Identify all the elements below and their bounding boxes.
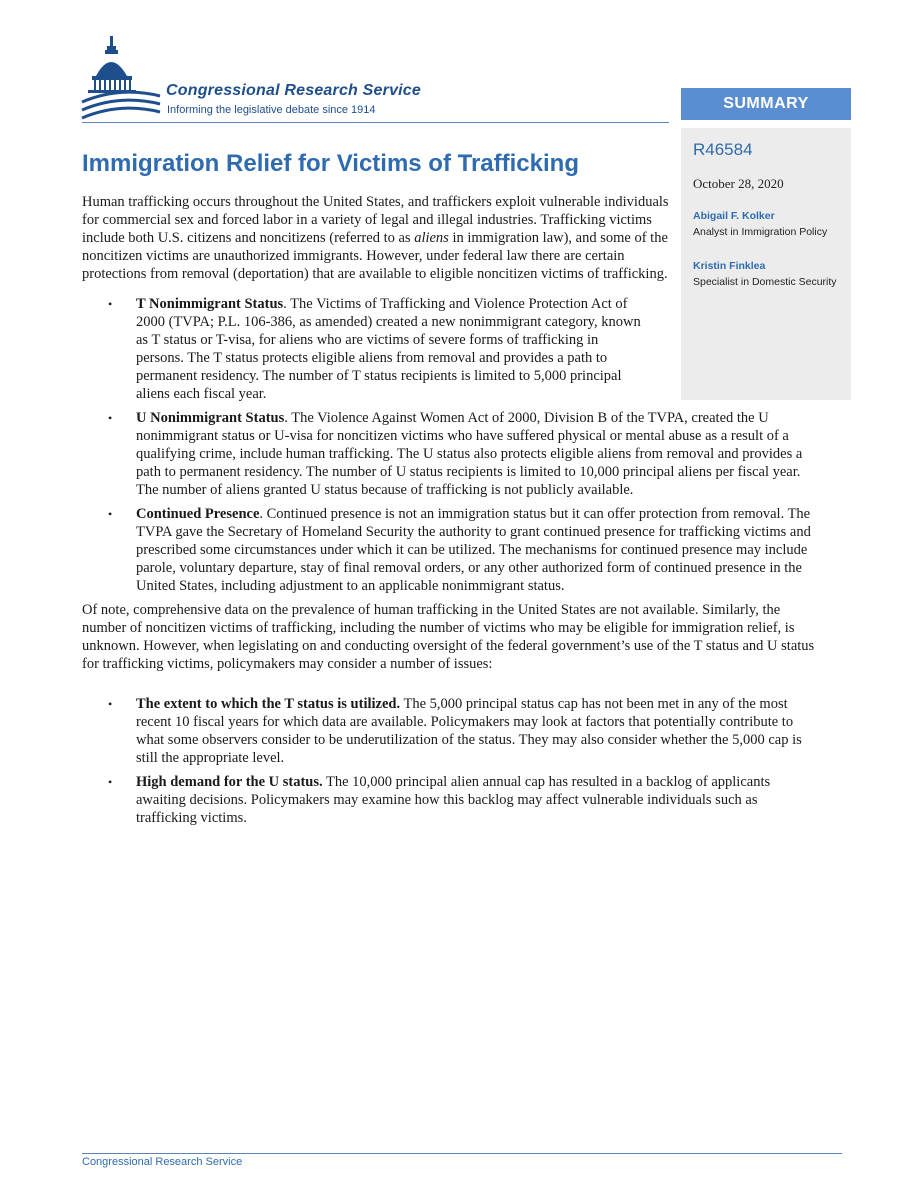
- author-title: Analyst in Immigration Policy: [693, 226, 828, 238]
- bullet-icon: •: [108, 411, 113, 425]
- org-tagline: Informing the legislative debate since 1914: [167, 104, 376, 116]
- summary-body: [82, 193, 822, 833]
- footer-divider: [82, 1153, 842, 1154]
- author-title: Specialist in Domestic Security: [693, 276, 837, 288]
- policy-issues-list: [82, 695, 822, 827]
- list-item: • T Nonimmigrant Status. The Victims of Trafficking and Violence Protection Act of 2000 (TVPA; P.L. 106-386, as amended) created a new nonimmigrant category, known as T status or T-visa, for aliens who are victims of severe forms of trafficking in persons. The T status protects eligible aliens from removal and provides a path to permanent residency. The number of T status recipients is limited to 5,000 principal aliens each fiscal year.: [108, 296, 641, 402]
- note-paragraph: Of note, comprehensive data on the prevalence of human trafficking in the United States are not available. Similarly, the number of noncitizen victims of trafficking, including the number of victims who may be eligible for immigration relief, is unknown. However, when legislating on and conducting oversight of the federal government’s use of the T status and U status for trafficking victims, policymakers may consider a number of issues:: [82, 602, 815, 672]
- report-title: Immigration Relief for Victims of Trafficking: [82, 150, 579, 177]
- bullet-icon: •: [108, 297, 113, 311]
- footer-text: Congressional Research Service: [82, 1156, 243, 1168]
- list-item: • High demand for the U status. The 10,000 principal alien annual cap has resulted in a backlog of applicants awaiting decisions. Policymakers may examine how this backlog may affect vulnerable individuals such as trafficking victims.: [108, 774, 771, 826]
- relief-options-list: [82, 295, 822, 595]
- intro-paragraph: Human trafficking occurs throughout the United States, and traffickers exploit vulnerable individuals for commercial sex and forced labor in a variety of legal and illegal industries. Trafficking victims include both U.S. citizens and noncitizens (referred to as aliens in immigration law), and some of the noncitizen victims are unauthorized immigrants. However, under federal law there are certain protections from removal (deportation) that are available to eligible noncitizen victims of trafficking.: [82, 194, 669, 282]
- org-name: Congressional Research Service: [166, 82, 422, 99]
- author-name: Kristin Finklea: [693, 260, 766, 272]
- report-date: October 28, 2020: [693, 176, 784, 191]
- italic-term: aliens: [414, 230, 449, 246]
- list-item: • The extent to which the T status is utilized. The 5,000 principal status cap has not been met in any of the most recent 10 fiscal years for which data are available. Policymakers may look at factors that potentially contribute to what some observers consider to be underutilization of the status. They may also consider whether the 5,000 cap is still the appropriate level.: [108, 696, 802, 766]
- bullet-icon: •: [108, 507, 113, 521]
- summary-tab: SUMMARY: [681, 88, 851, 120]
- list-item: • Continued Presence. Continued presence is not an immigration status but it can offer protection from removal. The TVPA gave the Secretary of Homeland Security the authority to grant continued presence for trafficking victims and prescribed some circumstances under which it can be utilized. The mechanisms for continued presence may include parole, voluntary departure, stay of final removal orders, or any other authorized form of continued presence in the United States, including adjustment to an applicable nonimmigrant status.: [108, 506, 811, 594]
- report-number: R46584: [693, 140, 753, 159]
- capitol-dome-icon: [80, 34, 164, 124]
- bullet-icon: •: [108, 775, 113, 789]
- bullet-icon: •: [108, 697, 113, 711]
- list-item: • U Nonimmigrant Status. The Violence Against Women Act of 2000, Division B of the TVPA, created the U nonimmigrant status or U-visa for noncitizen victims who have suffered physical or mental abuse as a result of a qualifying crime, include human trafficking. The U status also protects eligible aliens from removal and provides a path to permanent residency. The number of U status recipients is limited to 10,000 principal aliens per fiscal year. The number of aliens granted U status because of trafficking is not publicly available.: [108, 410, 803, 498]
- author-name: Abigail F. Kolker: [693, 210, 775, 222]
- crs-logo: [80, 34, 480, 124]
- header-divider: [82, 122, 669, 123]
